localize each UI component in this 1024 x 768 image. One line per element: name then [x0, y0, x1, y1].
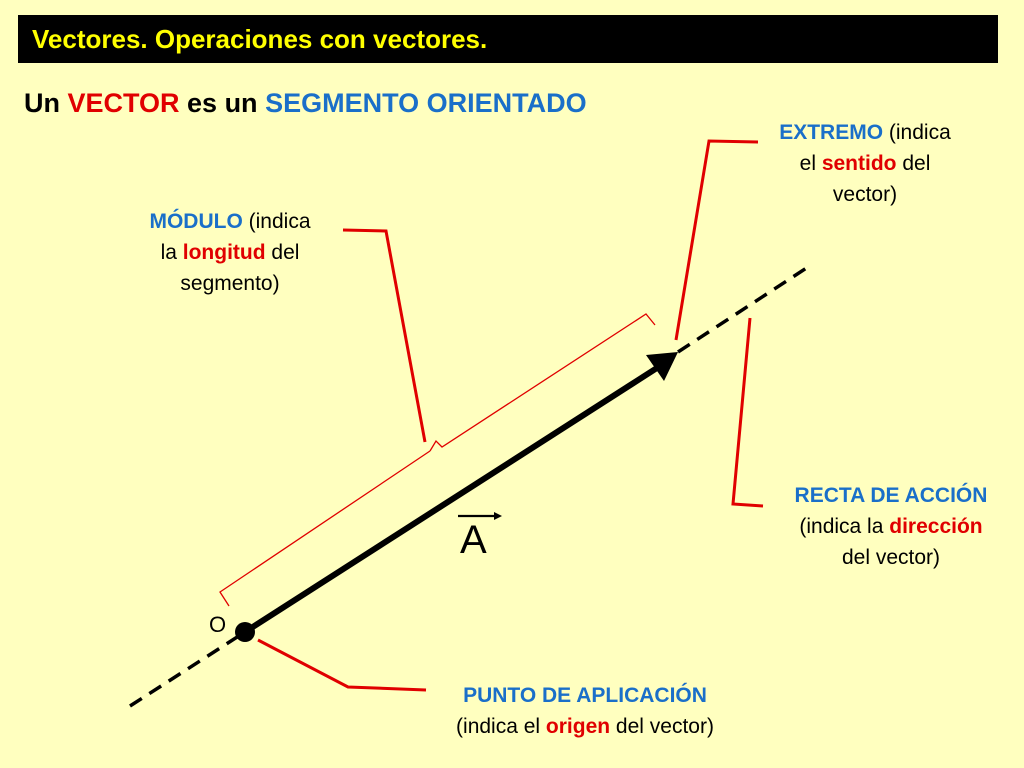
vector-shaft: [245, 366, 660, 632]
vector-arrowhead: [646, 352, 678, 381]
definition-prefix: Un: [24, 88, 68, 118]
origin-label: O: [209, 612, 227, 637]
vector-symbol-letter: A: [460, 518, 487, 562]
recta-line2-pre: (indica la: [799, 515, 890, 538]
line-of-action-lower: [130, 632, 245, 706]
punto-note: [420, 680, 750, 742]
extremo-note: [760, 117, 970, 210]
recta-line3: del vector): [841, 546, 941, 569]
recta-key: dirección: [889, 515, 983, 538]
modulo-pointer-line: [343, 230, 425, 442]
modulo-line2-post: del: [265, 241, 300, 264]
page-title: Vectores. Operaciones con vectores.: [32, 23, 488, 54]
modulo-line2-pre: la: [160, 241, 183, 264]
modulo-line3: segmento): [180, 272, 280, 295]
module-bracket-upper: [430, 314, 655, 451]
extremo-line2-pre: el: [799, 152, 822, 175]
vector-symbol: [456, 512, 506, 562]
punto-key: origen: [545, 715, 611, 738]
definition-vector-term: VECTOR: [67, 88, 180, 118]
modulo-note: [125, 206, 335, 299]
modulo-line1: (indica: [242, 210, 311, 233]
recta-pointer-line: [733, 318, 763, 506]
definition-middle: es un: [179, 88, 266, 118]
extremo-line3: vector): [832, 183, 898, 206]
extremo-line1: (indica: [883, 121, 951, 144]
recta-note: [768, 480, 1014, 573]
punto-line2-post: del vector): [610, 715, 714, 738]
punto-pointer-line: [258, 640, 426, 690]
punto-term: PUNTO DE APLICACIÓN: [463, 684, 707, 707]
modulo-term: MÓDULO: [149, 210, 243, 233]
extremo-term: EXTREMO: [779, 121, 884, 144]
extremo-line2-post: del: [896, 152, 931, 175]
extremo-key: sentido: [821, 152, 897, 175]
line-of-action-upper: [678, 267, 808, 352]
recta-term: RECTA DE ACCIÓN: [794, 484, 988, 507]
punto-line2-pre: (indica el: [456, 715, 546, 738]
modulo-key: longitud: [182, 241, 266, 264]
extremo-pointer-line: [676, 141, 758, 340]
origin-point: [235, 622, 255, 642]
definition-segment-term: SEGMENTO ORIENTADO: [265, 88, 587, 118]
